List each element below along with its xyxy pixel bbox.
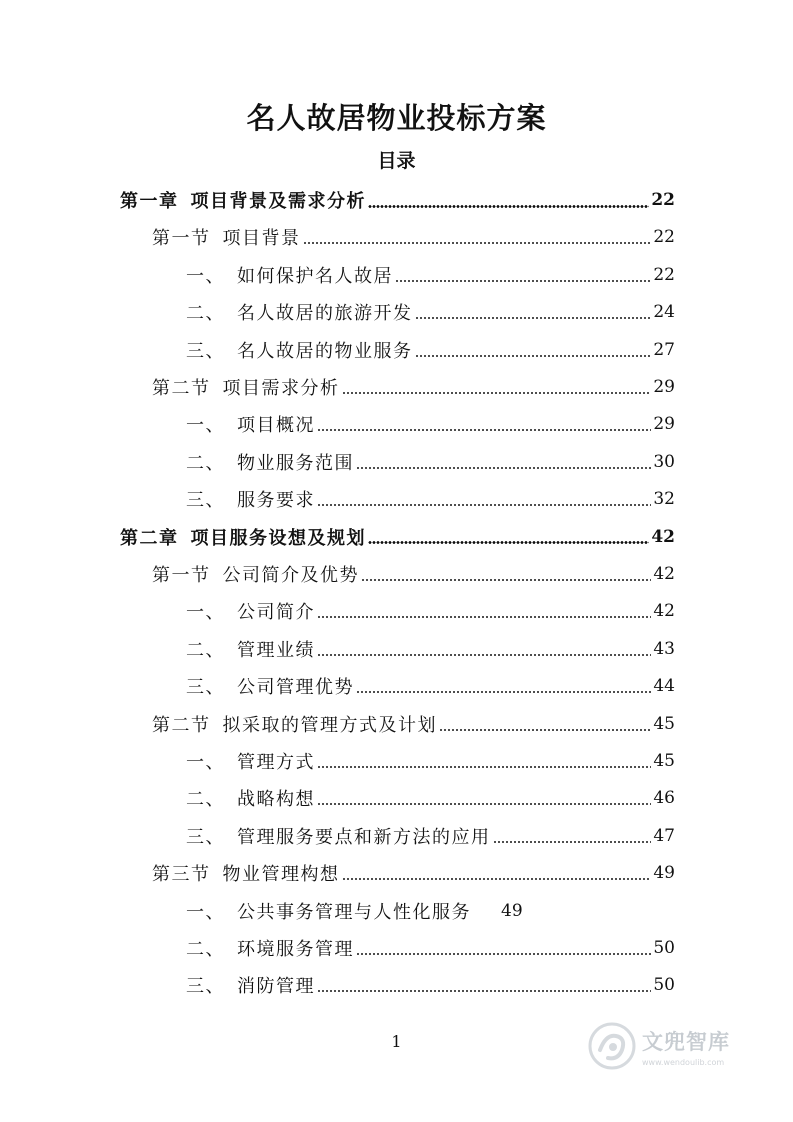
toc-entry-page: 47 bbox=[653, 825, 675, 846]
toc-entry-number: 一、 bbox=[186, 752, 225, 773]
toc-leader-dots bbox=[317, 654, 651, 656]
toc-entry-page: 29 bbox=[653, 414, 675, 435]
toc-entry-number: 第二节 bbox=[152, 378, 211, 399]
toc-entry-label bbox=[186, 972, 315, 998]
toc-entry-label bbox=[186, 673, 354, 699]
toc-leader-dots bbox=[395, 280, 651, 282]
toc-entry-number: 二、 bbox=[186, 452, 225, 474]
toc-entry-level-3[interactable] bbox=[186, 931, 675, 965]
toc-entry-label bbox=[152, 561, 359, 587]
toc-entry-page: 50 bbox=[653, 938, 675, 958]
toc-entry-number: 三、 bbox=[186, 976, 225, 998]
toc-entry-level-3[interactable] bbox=[186, 819, 675, 853]
toc-leader-dots bbox=[473, 916, 499, 918]
toc-entry-label bbox=[186, 337, 413, 363]
toc-leader-dots bbox=[361, 579, 651, 581]
toc-entry-number: 二、 bbox=[186, 303, 225, 325]
toc-entry-level-3[interactable] bbox=[186, 594, 675, 628]
toc-entry-level-1[interactable] bbox=[120, 520, 675, 554]
toc-entry-page: 42 bbox=[653, 601, 675, 622]
document-title: 名人故居物业投标方案 bbox=[246, 101, 547, 135]
toc-entry-page: 27 bbox=[653, 339, 675, 360]
toc-entry-level-2[interactable] bbox=[152, 370, 675, 404]
toc-leader-dots bbox=[368, 541, 649, 544]
toc-entry-level-3[interactable] bbox=[186, 632, 675, 666]
toc-entry-page: 45 bbox=[653, 713, 675, 734]
toc-entry-label bbox=[186, 898, 471, 924]
toc-leader-dots bbox=[415, 317, 652, 319]
toc-entry-label bbox=[152, 860, 340, 886]
toc-entry-label bbox=[120, 187, 366, 213]
toc-entry-level-3[interactable] bbox=[186, 482, 675, 516]
toc-entry-label bbox=[186, 785, 315, 811]
toc-entry-text: 物业管理构想 bbox=[222, 864, 340, 886]
toc-entry-label bbox=[120, 524, 366, 550]
toc-entry-page: 49 bbox=[653, 863, 675, 884]
toc-leader-dots bbox=[317, 990, 651, 992]
toc-entry-text: 拟采取的管理方式及计划 bbox=[222, 714, 437, 736]
toc-entry-number: 第二节 bbox=[152, 714, 211, 736]
toc-leader-dots bbox=[303, 242, 652, 244]
toc-entry-label bbox=[152, 711, 437, 737]
toc-entry-label bbox=[186, 411, 315, 437]
toc-entry-label bbox=[186, 748, 315, 774]
toc-entry-text: 名人故居的物业服务 bbox=[237, 340, 413, 362]
toc-entry-label bbox=[186, 449, 354, 475]
toc-entry-label bbox=[186, 935, 354, 961]
toc-leader-dots bbox=[317, 766, 651, 768]
watermark-logo-icon bbox=[586, 1020, 638, 1072]
toc-leader-dots bbox=[439, 729, 651, 731]
toc-entry-label bbox=[186, 598, 315, 624]
toc-entry-page: 49 bbox=[501, 900, 523, 921]
toc-entry-text: 物业服务范围 bbox=[237, 452, 354, 474]
toc-entry-text: 项目需求分析 bbox=[222, 378, 340, 399]
toc-entry-text: 如何保护名人故居 bbox=[237, 265, 393, 287]
toc-entry-page: 22 bbox=[651, 190, 675, 210]
toc-entry-label bbox=[186, 823, 491, 849]
toc-entry-number: 第三节 bbox=[152, 864, 211, 886]
toc-entry-level-3[interactable] bbox=[186, 445, 675, 479]
toc-entry-level-3[interactable] bbox=[186, 744, 675, 778]
toc-entry-page: 44 bbox=[653, 676, 675, 697]
toc-entry-number: 一、 bbox=[186, 415, 225, 437]
toc-entry-label bbox=[186, 636, 315, 662]
toc-leader-dots bbox=[317, 803, 651, 805]
toc-entry-text: 项目背景 bbox=[222, 228, 301, 250]
toc-entry-level-3[interactable] bbox=[186, 968, 675, 1002]
toc-entry-level-3[interactable] bbox=[186, 333, 675, 367]
toc-entry-level-3[interactable] bbox=[186, 407, 675, 441]
toc-entry-page: 45 bbox=[653, 751, 675, 771]
toc-entry-number: 二、 bbox=[186, 939, 225, 960]
toc-entry-text: 项目概况 bbox=[237, 415, 315, 437]
toc-entry-text: 公共事务管理与人性化服务 bbox=[237, 901, 471, 923]
toc-entry-level-3[interactable] bbox=[186, 894, 675, 928]
toc-entry-text: 管理服务要点和新方法的应用 bbox=[237, 826, 491, 848]
watermark bbox=[586, 1016, 786, 1076]
toc-entry-page: 50 bbox=[653, 975, 675, 996]
toc-entry-page: 22 bbox=[653, 264, 675, 285]
toc-entry-page: 43 bbox=[653, 638, 675, 659]
toc-entry-number: 第二章 bbox=[120, 527, 179, 549]
toc-entry-number: 三、 bbox=[186, 677, 225, 699]
toc-entry-number: 二、 bbox=[186, 789, 225, 811]
toc-entry-page: 29 bbox=[653, 377, 675, 397]
toc-entry-level-2[interactable] bbox=[152, 707, 675, 741]
toc-entry-number: 一、 bbox=[186, 265, 225, 287]
toc-entry-text: 环境服务管理 bbox=[237, 939, 354, 960]
toc-entry-level-3[interactable] bbox=[186, 669, 675, 703]
toc-entry-label bbox=[186, 299, 413, 325]
toc-entry-page: 30 bbox=[653, 451, 675, 472]
toc-entry-text: 战略构想 bbox=[237, 789, 315, 811]
toc-entry-text: 项目背景及需求分析 bbox=[190, 191, 366, 212]
toc-entry-number: 三、 bbox=[186, 490, 225, 512]
toc-entry-text: 消防管理 bbox=[237, 976, 315, 998]
toc-entry-number: 一、 bbox=[186, 901, 225, 923]
toc-entry-text: 公司管理优势 bbox=[237, 677, 354, 699]
toc-entry-level-3[interactable] bbox=[186, 258, 675, 292]
toc-leader-dots bbox=[356, 953, 651, 955]
toc-entry-level-3[interactable] bbox=[186, 295, 675, 329]
toc-entry-number: 第一节 bbox=[152, 565, 211, 586]
toc-entry-page: 24 bbox=[653, 302, 675, 323]
toc-entry-number: 一、 bbox=[186, 602, 225, 624]
toc-entry-number: 第一章 bbox=[120, 191, 179, 212]
toc-entry-label bbox=[152, 224, 301, 250]
toc-leader-dots bbox=[415, 355, 652, 357]
toc-entry-text: 公司简介 bbox=[237, 602, 315, 624]
watermark-name: 文兜智库 bbox=[642, 1029, 730, 1054]
toc-leader-dots bbox=[317, 504, 651, 506]
toc-entry-page: 22 bbox=[653, 227, 675, 248]
toc-leader-dots bbox=[317, 429, 651, 431]
toc-leader-dots bbox=[342, 392, 652, 394]
watermark-url: www.wendoulib.com bbox=[642, 1057, 725, 1067]
toc-entry-label bbox=[186, 262, 393, 288]
toc-entry-level-1[interactable] bbox=[120, 183, 675, 217]
toc-leader-dots bbox=[493, 841, 652, 843]
toc-entry-page: 46 bbox=[653, 788, 675, 809]
toc-leader-dots bbox=[368, 205, 649, 208]
toc-leader-dots bbox=[342, 878, 652, 880]
toc-entry-level-2[interactable] bbox=[152, 220, 675, 254]
toc-entry-page: 42 bbox=[653, 564, 675, 584]
toc-entry-level-2[interactable] bbox=[152, 557, 675, 591]
toc-entry-page: 42 bbox=[651, 526, 675, 547]
toc-leader-dots bbox=[356, 467, 651, 469]
toc-entry-page: 32 bbox=[653, 489, 675, 510]
toc-entry-level-2[interactable] bbox=[152, 856, 675, 890]
toc-entry-text: 名人故居的旅游开发 bbox=[237, 303, 413, 325]
toc-leader-dots bbox=[356, 691, 651, 693]
toc-entry-text: 管理方式 bbox=[237, 752, 315, 773]
toc-entry-number: 三、 bbox=[186, 340, 225, 362]
page-number: 1 bbox=[391, 1032, 402, 1051]
toc-entry-text: 公司简介及优势 bbox=[222, 565, 359, 586]
toc-entry-number: 二、 bbox=[186, 639, 225, 661]
toc-entry-number: 三、 bbox=[186, 826, 225, 848]
toc-heading: 目录 bbox=[377, 150, 416, 172]
toc-entry-text: 项目服务设想及规划 bbox=[190, 527, 366, 549]
toc-entry-text: 服务要求 bbox=[237, 490, 315, 512]
toc-entry-text: 管理业绩 bbox=[237, 639, 315, 661]
toc-entry-label bbox=[186, 486, 315, 512]
toc-leader-dots bbox=[317, 616, 651, 618]
toc-entry-label bbox=[152, 374, 340, 400]
toc-entry-level-3[interactable] bbox=[186, 781, 675, 815]
toc-entry-number: 第一节 bbox=[152, 228, 211, 250]
